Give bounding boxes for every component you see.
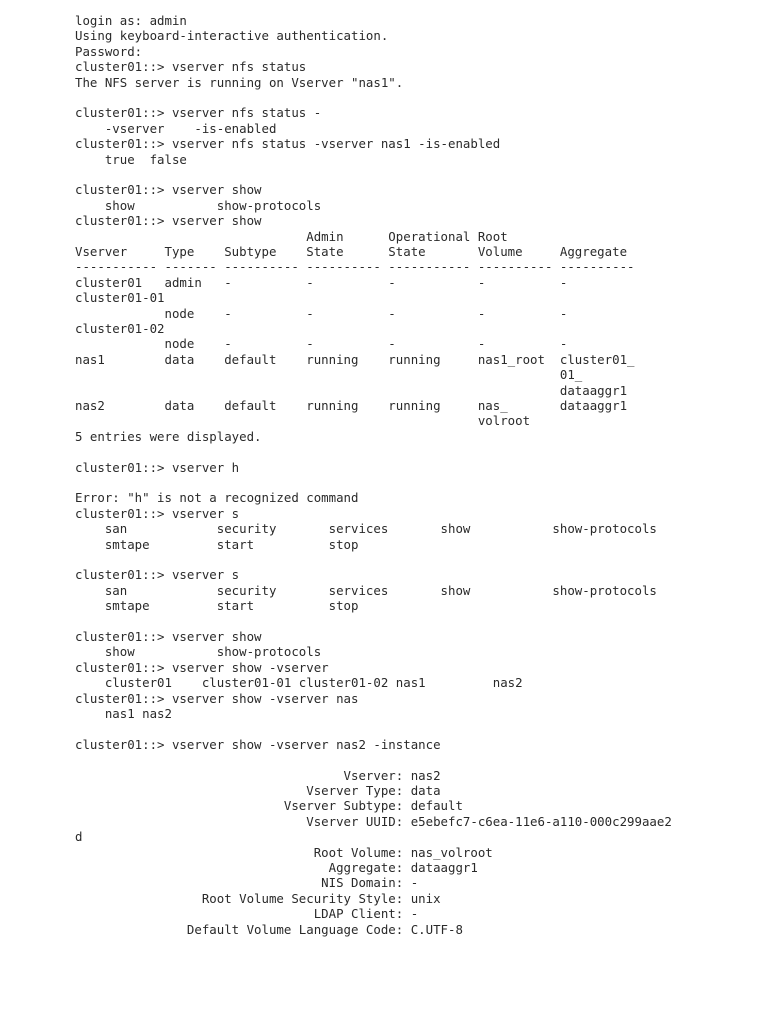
terminal-line: Vserver Type Subtype State State Volume Aggregate [75,244,628,259]
terminal-line: Default Volume Language Code: C.UTF-8 [75,921,463,937]
terminal-line: true false [75,151,187,167]
terminal-line: cluster01::> vserver show -vserver [75,659,329,675]
terminal-line: nas1 data default running running nas1_root cluster01_ [75,351,635,367]
terminal-line: Root Volume Security Style: unix [75,890,441,906]
terminal-line: Error: "h" is not a recognized command [75,490,359,506]
terminal-line: show show-protocols [75,197,322,213]
terminal-line: nas2 data default running running nas_ dataaggr1 [75,398,628,413]
terminal-line: cluster01::> vserver nfs status - [75,105,322,121]
terminal-line: 5 entries were displayed. [75,428,262,444]
terminal-line: smtape start stop [75,598,359,614]
terminal-line: cluster01::> vserver show [75,213,262,229]
terminal-line: login as: admin [75,13,187,28]
terminal-line: Vserver Subtype: default [75,798,463,814]
terminal-line: Vserver: nas2 [75,767,441,783]
terminal-line: Vserver UUID: e5ebefc7-c6ea-11e6-a110-000c299aae2 [75,813,672,829]
terminal-line: The NFS server is running on Vserver "nas1". [75,74,404,90]
terminal-line: node - - - - - [75,336,568,352]
terminal-line: Admin Operational Root [75,228,508,244]
terminal-line: cluster01 cluster01-01 cluster01-02 nas1 nas2 [75,675,523,691]
terminal-line: cluster01::> vserver nfs status [75,59,307,75]
terminal-line: NIS Domain: - [75,875,419,891]
terminal-line: node - - - - - [75,305,568,321]
terminal-line: cluster01::> vserver s [75,567,240,583]
terminal-line: Root Volume: nas_volroot [75,844,493,860]
terminal-line: dataaggr1 [75,382,628,398]
terminal-line: cluster01::> vserver s [75,505,240,521]
terminal-line: san security services show show-protocols [75,521,657,537]
terminal-line: cluster01-02 [75,321,165,336]
terminal-line: Aggregate: dataaggr1 [75,860,478,875]
terminal-line: ----------- ------- ---------- ---------- ----------- ---------- ---------- [75,259,635,275]
terminal-line: cluster01::> vserver show -vserver nas2 -instance [75,736,441,752]
terminal-line: cluster01::> vserver h [75,459,240,475]
terminal-line: cluster01::> vserver show [75,629,262,644]
terminal-line: -vserver -is-enabled [75,120,277,136]
terminal-line: smtape start stop [75,536,359,552]
terminal-line: cluster01-01 [75,290,165,306]
terminal-line: nas1 nas2 [75,706,172,721]
terminal-line: 01_ [75,367,583,383]
terminal-line: cluster01::> vserver show -vserver nas [75,690,359,706]
terminal-line: Using keyboard-interactive authentication. [75,28,389,44]
terminal-line: Password: [75,43,143,59]
terminal-line: show show-protocols [75,644,322,660]
terminal-line: LDAP Client: - [75,906,419,922]
terminal-line: cluster01 admin - - - - - [75,274,568,290]
terminal-line: d [75,829,83,845]
terminal-line: volroot [75,413,531,429]
terminal-line: cluster01::> vserver show [75,182,262,198]
terminal-line: cluster01::> vserver nfs status -vserver nas1 -is-enabled [75,136,501,152]
terminal-line: san security services show show-protocols [75,582,657,598]
terminal-line: Vserver Type: data [75,783,441,798]
